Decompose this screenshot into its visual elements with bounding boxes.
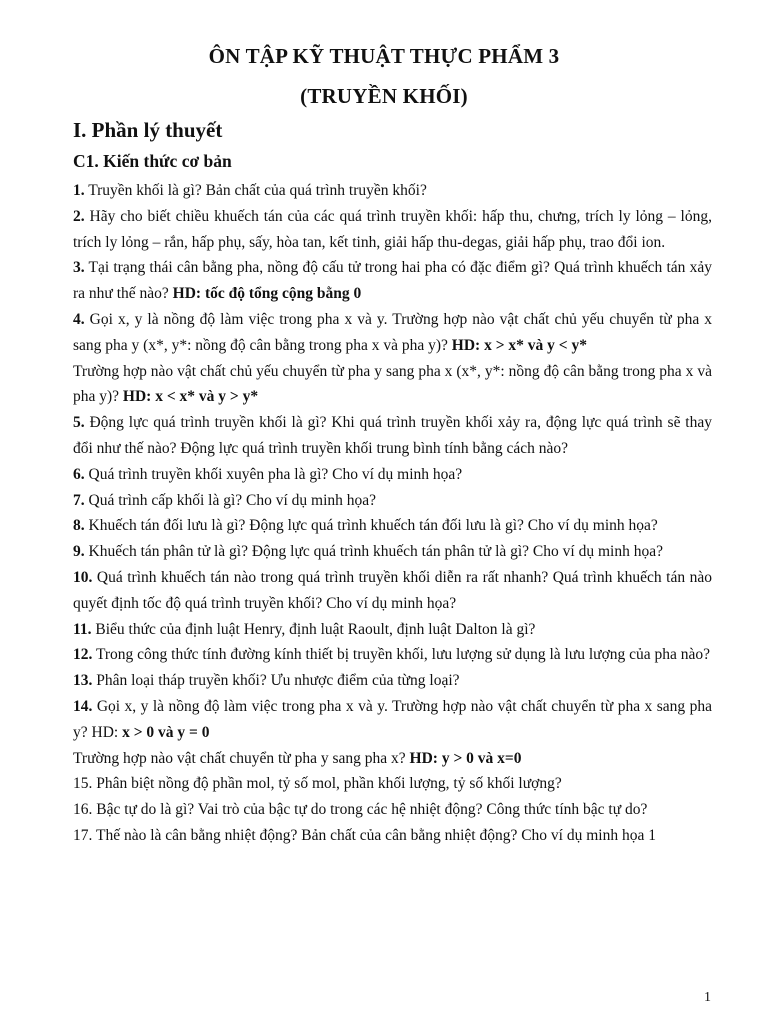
question-text: Quá trình cấp khối là gì? Cho ví dụ minh họa? <box>84 491 377 509</box>
hint-label: HD: <box>172 285 202 303</box>
hint-text: : x > x* và y < y* <box>475 336 587 354</box>
question-text: Tại trạng thái cân bằng pha, nồng độ cấu tử trong hai pha có đặc điểm gì? Quá trình khuếch tán xảy ra như thế nào? <box>73 259 712 303</box>
question-number: 6. <box>73 465 85 483</box>
question-text: Phân loại tháp truyền khối? Ưu nhược điểm của từng loại? <box>92 672 460 690</box>
hint-label: HD: y > 0 và x=0 <box>409 749 522 767</box>
question-text: Biểu thức của định luật Henry, định luật Raoult, định luật Dalton là gì? <box>91 620 536 638</box>
question-text: Khuếch tán phân tử là gì? Động lực quá trình khuếch tán phân tử là gì? Cho ví dụ minh họa? <box>84 543 663 561</box>
question-number: 9. <box>73 543 85 561</box>
question-text: Trong công thức tính đường kính thiết bị truyền khối, lưu lượng sử dụng là lưu lượng của pha nào? <box>92 646 711 664</box>
question-number: 11. <box>73 620 92 638</box>
question-number: 14. <box>73 697 93 715</box>
question-text: Gọi x, y là nồng độ làm việc trong pha x và y. Trường hợp nào vật chất chuyển từ pha x sang pha y? HD: <box>73 697 712 741</box>
question-item <box>73 410 712 462</box>
question-item <box>73 617 712 643</box>
question-text: Truyền khối là gì? Bản chất của quá trình truyền khối? <box>84 182 427 199</box>
question-number: 3. <box>73 259 85 277</box>
question-text: Trường hợp nào vật chất chuyển từ pha y sang pha x? <box>73 749 410 767</box>
question-number: 2. <box>73 207 85 225</box>
question-number: 8. <box>73 517 85 535</box>
question-text: Khuếch tán đối lưu là gì? Động lực quá trình khuếch tán đối lưu là gì? Cho ví dụ minh họa? <box>84 517 658 535</box>
question-text: Trường hợp nào vật chất chủ yếu chuyển từ pha y sang pha x (x*, y*: nồng độ cân bằng trong pha x và pha y)? <box>73 362 712 406</box>
section-heading: I. Phần lý thuyết <box>73 118 223 142</box>
question-text: 17. Thế nào là cân bằng nhiệt động? Bản chất của cân bằng nhiệt động? Cho ví dụ minh họa 1 <box>73 826 656 844</box>
question-item <box>73 462 712 488</box>
hint-label: HD <box>451 336 476 354</box>
question-number: 4. <box>73 310 85 328</box>
question-list <box>73 178 712 849</box>
question-text: 15. Phân biệt nồng độ phần mol, tỷ số mol, phần khối lượng, tỷ số khối lượng? <box>73 775 562 793</box>
question-number: 13. <box>73 672 93 690</box>
question-text: Quá trình truyền khối xuyên pha là gì? Cho ví dụ minh họa? <box>84 465 463 483</box>
question-number: 7. <box>73 491 85 509</box>
page-number: 1 <box>704 990 711 1005</box>
question-item <box>73 694 712 746</box>
question-item <box>73 204 712 256</box>
hint-text: tốc độ tổng cộng bằng 0 <box>201 285 362 303</box>
question-item <box>73 565 712 617</box>
question-item <box>73 823 712 849</box>
document-title: ÔN TẬP KỸ THUẬT THỰC PHẨM 3 <box>208 44 560 68</box>
question-item <box>73 539 712 565</box>
question-item <box>73 668 712 694</box>
question-item <box>73 797 712 823</box>
question-text: Gọi x, y là nồng độ làm việc trong pha x và y. Trường hợp nào vật chất chủ yếu chuyển từ pha x sang pha y (x*, y*: nồng độ cân bằng trong pha x và pha y)? <box>73 310 712 354</box>
question-item <box>73 255 712 307</box>
question-item <box>73 513 712 539</box>
question-number: 5. <box>73 414 85 432</box>
question-number: 1. <box>73 182 85 199</box>
question-number: 12. <box>73 646 93 664</box>
question-text: Động lực quá trình truyền khối là gì? Khi quá trình truyền khối xảy ra, động lực quá trình sẽ thay đổi như thế nào? Động lực quá trình truyền khối trung bình tính bằng cách nào? <box>73 414 712 457</box>
hint-text: : x < x* và y > y* <box>146 388 259 406</box>
question-text: 16. Bậc tự do là gì? Vai trò của bậc tự do trong các hệ nhiệt động? Công thức tính bậc tự do? <box>73 801 648 819</box>
question-text: Hãy cho biết chiều khuếch tán của các quá trình truyền khối: hấp thu, chưng, trích ly lỏng – lỏng, trích ly lỏng – rắn, hấp phụ, sấy, hòa tan, kết tinh, giải hấp thu-degas, giải hấp phụ, trao đổi ion. <box>73 207 712 251</box>
question-item <box>73 488 712 514</box>
hint-label: x > 0 và y = 0 <box>122 723 210 741</box>
question-item <box>73 771 712 797</box>
hint-label: HD <box>122 388 147 406</box>
question-item <box>73 307 712 359</box>
question-item-continuation <box>73 359 712 411</box>
question-item <box>73 178 712 204</box>
question-number: 10. <box>73 568 93 586</box>
question-item <box>73 642 712 668</box>
document-subtitle: (TRUYỀN KHỐI) <box>300 84 468 108</box>
question-item-continuation <box>73 746 712 772</box>
sub-heading: C1. Kiến thức cơ bản <box>73 151 232 171</box>
question-text: Quá trình khuếch tán nào trong quá trình truyền khối diễn ra rất nhanh? Quá trình khuếch tán nào quyết định tốc độ quá trình truyền khối? Cho ví dụ minh họa? <box>73 568 712 612</box>
